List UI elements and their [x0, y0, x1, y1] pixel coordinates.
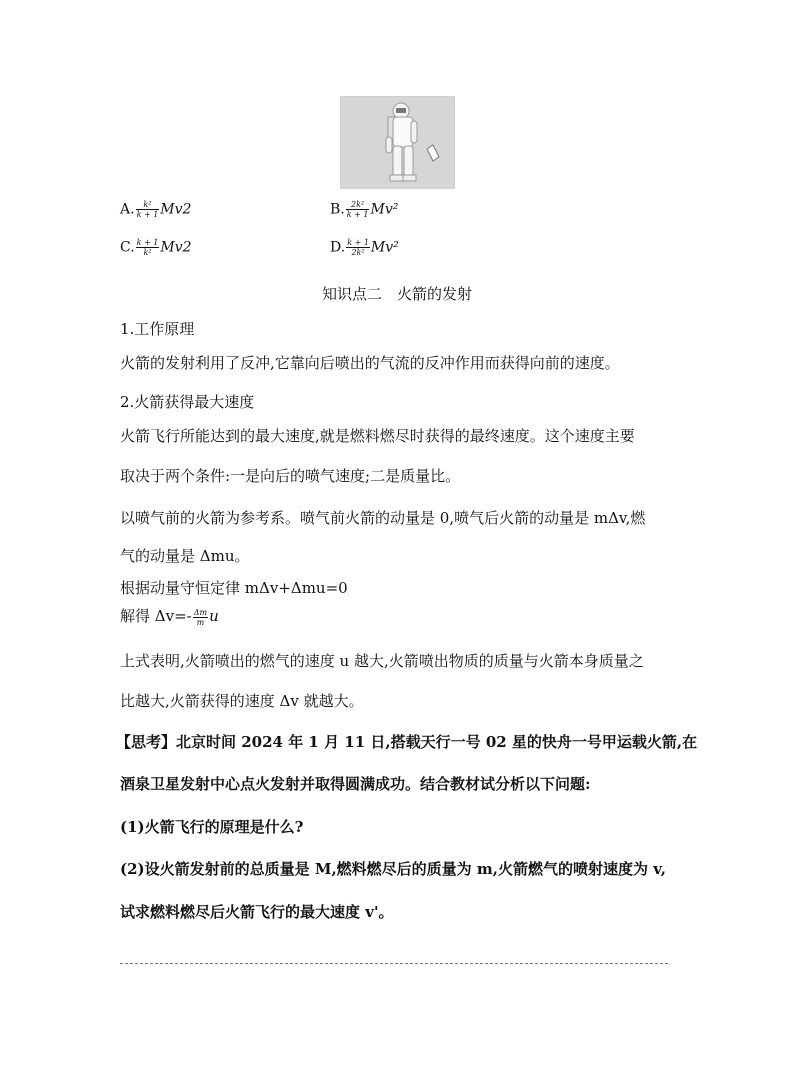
p2-line1: 火箭飞行所能达到的最大速度,就是燃料燃尽时获得的最终速度。这个速度主要: [120, 427, 635, 445]
option-d-tail: Mv²: [370, 239, 399, 256]
option-a-denominator: k + 1: [136, 210, 159, 219]
p5-prefix: 解得 Δv=-: [120, 607, 192, 625]
astronaut-image: [340, 96, 455, 189]
p6-line2: 比越大,火箭获得的速度 Δv 就越大。: [120, 692, 364, 710]
option-b-label: B.: [330, 201, 345, 218]
question-1: (1)火箭飞行的原理是什么?: [120, 818, 304, 836]
option-c-fraction: [136, 238, 160, 257]
p2-heading: 2.火箭获得最大速度: [120, 393, 255, 411]
option-b-numerator: 2k²: [346, 200, 370, 210]
p5-fraction: [193, 608, 208, 627]
think-line2: 酒泉卫星发射中心点火发射并取得圆满成功。结合教材试分析以下问题:: [120, 775, 591, 793]
option-d-fraction: [346, 238, 370, 257]
option-b-denominator: k + 1: [346, 210, 369, 219]
option-d-label: D.: [330, 239, 346, 256]
option-d-numerator: k + 1: [347, 238, 369, 247]
answer-divider: [120, 963, 668, 964]
p1-text: 火箭的发射利用了反冲,它靠向后喷出的气流的反冲作用而获得向前的速度。: [120, 354, 620, 372]
option-b-fraction: [346, 200, 370, 219]
option-b-tail: Mv²: [370, 201, 399, 218]
option-b: [330, 200, 398, 219]
option-a-label: A.: [120, 201, 135, 218]
p3-line1: 以喷气前的火箭为参考系。喷气前火箭的动量是 0,喷气后火箭的动量是 mΔv,燃: [120, 509, 646, 527]
option-c-numerator: k + 1: [136, 238, 159, 247]
p5-numerator: Δm: [193, 607, 208, 617]
option-a: [120, 200, 191, 219]
p1-heading: 1.工作原理: [120, 320, 195, 338]
option-c: [120, 238, 192, 257]
think-line1: 【思考】北京时间 2024 年 1 月 11 日,搭载天行一号 02 星的快舟一号甲运载火箭,在: [116, 733, 698, 751]
p6-line1: 上式表明,火箭喷出的燃气的速度 u 越大,火箭喷出物质的质量与火箭本身质量之: [120, 652, 644, 670]
option-a-tail: Mv2: [160, 201, 192, 218]
option-c-tail: Mv2: [160, 239, 192, 256]
option-a-numerator: k²: [136, 200, 160, 210]
p5-denominator: m: [196, 617, 205, 627]
option-d-denominator: 2k²: [351, 248, 365, 257]
astronaut-icon: [341, 97, 454, 188]
option-a-fraction: [136, 200, 160, 219]
p4-line: 根据动量守恒定律 mΔv+Δmu=0: [120, 579, 348, 597]
option-c-denominator: k²: [143, 248, 152, 257]
section-title: 知识点二 火箭的发射: [321, 285, 472, 303]
p5-tail: u: [209, 607, 219, 625]
question-2-line2: 试求燃料燃尽后火箭飞行的最大速度 v'。: [120, 903, 394, 921]
option-c-label: C.: [120, 239, 135, 256]
option-d: [330, 238, 399, 257]
p3-line2: 气的动量是 Δmu。: [120, 547, 250, 565]
p2-line2: 取决于两个条件:一是向后的喷气速度;二是质量比。: [120, 467, 461, 485]
question-2-line1: (2)设火箭发射前的总质量是 M,燃料燃尽后的质量为 m,火箭燃气的喷射速度为 v,: [120, 860, 666, 878]
p5-line: [120, 605, 219, 627]
